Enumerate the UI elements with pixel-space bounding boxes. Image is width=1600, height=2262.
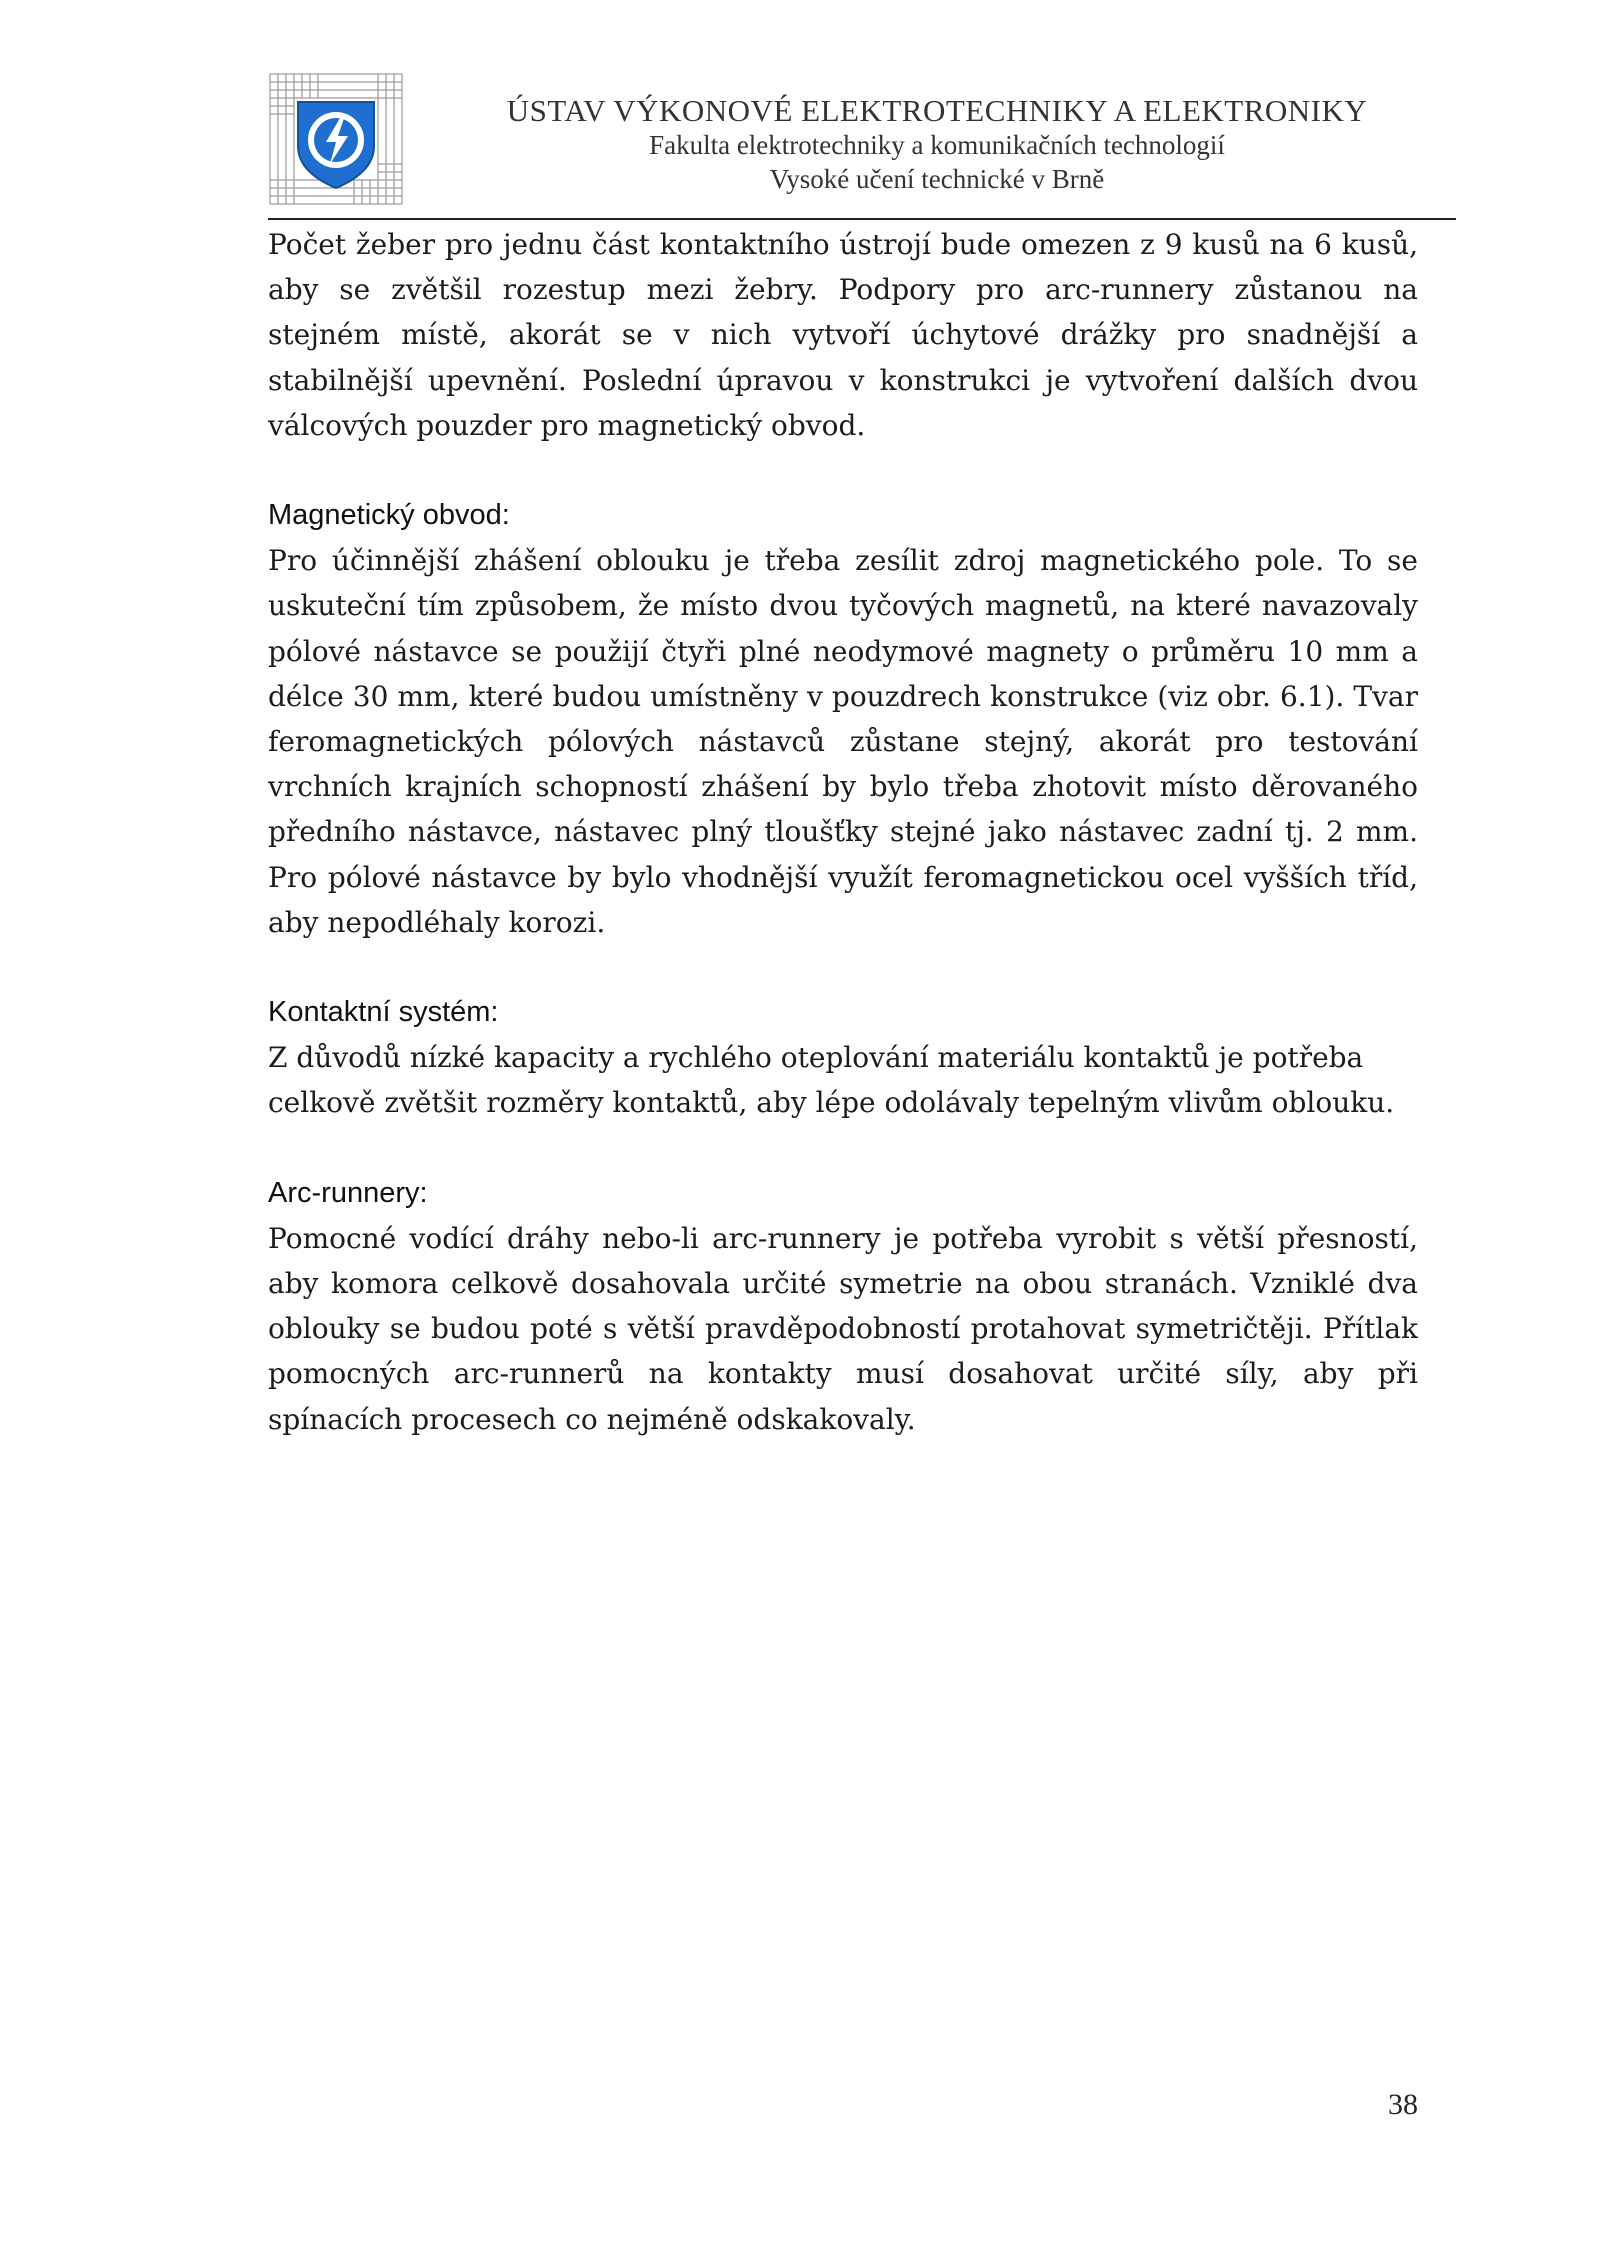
section-magnetic-circuit xyxy=(268,493,1418,945)
section-title: Kontaktní systém: xyxy=(268,996,499,1029)
section-paragraph: Pomocné vodící dráhy nebo-li arc-runnery je potřeba vyrobit s větší přesností, aby komora celkově dosahovala určité symetrie na obou stranách. Vzniklé dva oblouky se budou poté s větší pravděpodobností protahovat symetričtěji. Přítlak pomocných arc-runnerů na kontakty musí dosahovat určité síly, aby při spínacích procesech co nejméně odskakovaly. xyxy=(268,1221,1418,1436)
faculty-logo-icon xyxy=(268,72,404,206)
university-name: Vysoké učení technické v Brně xyxy=(769,164,1105,194)
section-contact-system xyxy=(268,990,1418,1126)
section-arc-runners xyxy=(268,1171,1418,1442)
section-paragraph: Z důvodů nízké kapacity a rychlého oteplování materiálu kontaktů je potřeba celkově zvětšit rozměry kontaktů, aby lépe odolávaly tepelným vlivům oblouku. xyxy=(268,1041,1395,1120)
institute-name: ÚSTAV VÝKONOVÉ ELEKTROTECHNIKY A ELEKTRONIKY xyxy=(506,93,1368,128)
header-text-block xyxy=(418,94,1456,196)
section-paragraph: Pro účinnější zhášení oblouku je třeba zesílit zdroj magnetického pole. To se uskuteční tím způsobem, že místo dvou tyčových magnetů, na které navazovaly pólové nástavce se použijí čtyři plné neodymové magnety o průměru 10 mm a délce 30 mm, které budou umístněny v pouzdrech konstrukce (viz obr. 6.1). Tvar feromagnetických pólových nástavců zůstane stejný, akorát pro testování vrchních krajních schopností zhášení by bylo třeba zhotovit místo děrovaného předního nástavce, nástavec plný tloušťky stejné jako nástavec zadní tj. 2 mm. Pro pólové nástavce by bylo vhodnější využít feromagnetickou ocel vyšších tříd, aby nepodléhaly korozi. xyxy=(268,544,1418,939)
faculty-name: Fakulta elektrotechniky a komunikačních technologií xyxy=(649,130,1225,160)
page-header xyxy=(268,72,1456,220)
intro-paragraph: Počet žeber pro jednu část kontaktního ústrojí bude omezen z 9 kusů na 6 kusů, aby se zvětšil rozestup mezi žebry. Podpory pro arc-runnery zůstanou na stejném místě, akorát se v nich vytvoří úchytové drážky pro snadnější a stabilnější upevnění. Poslední úpravou v konstrukci je vytvoření dalších dvou válcových pouzder pro magnetický obvod. xyxy=(268,228,1418,442)
page-content xyxy=(268,222,1418,1442)
page-number: 38 xyxy=(1388,2088,1418,2121)
section-title: Arc-runnery: xyxy=(268,1176,428,1209)
section-title: Magnetický obvod: xyxy=(268,499,510,532)
